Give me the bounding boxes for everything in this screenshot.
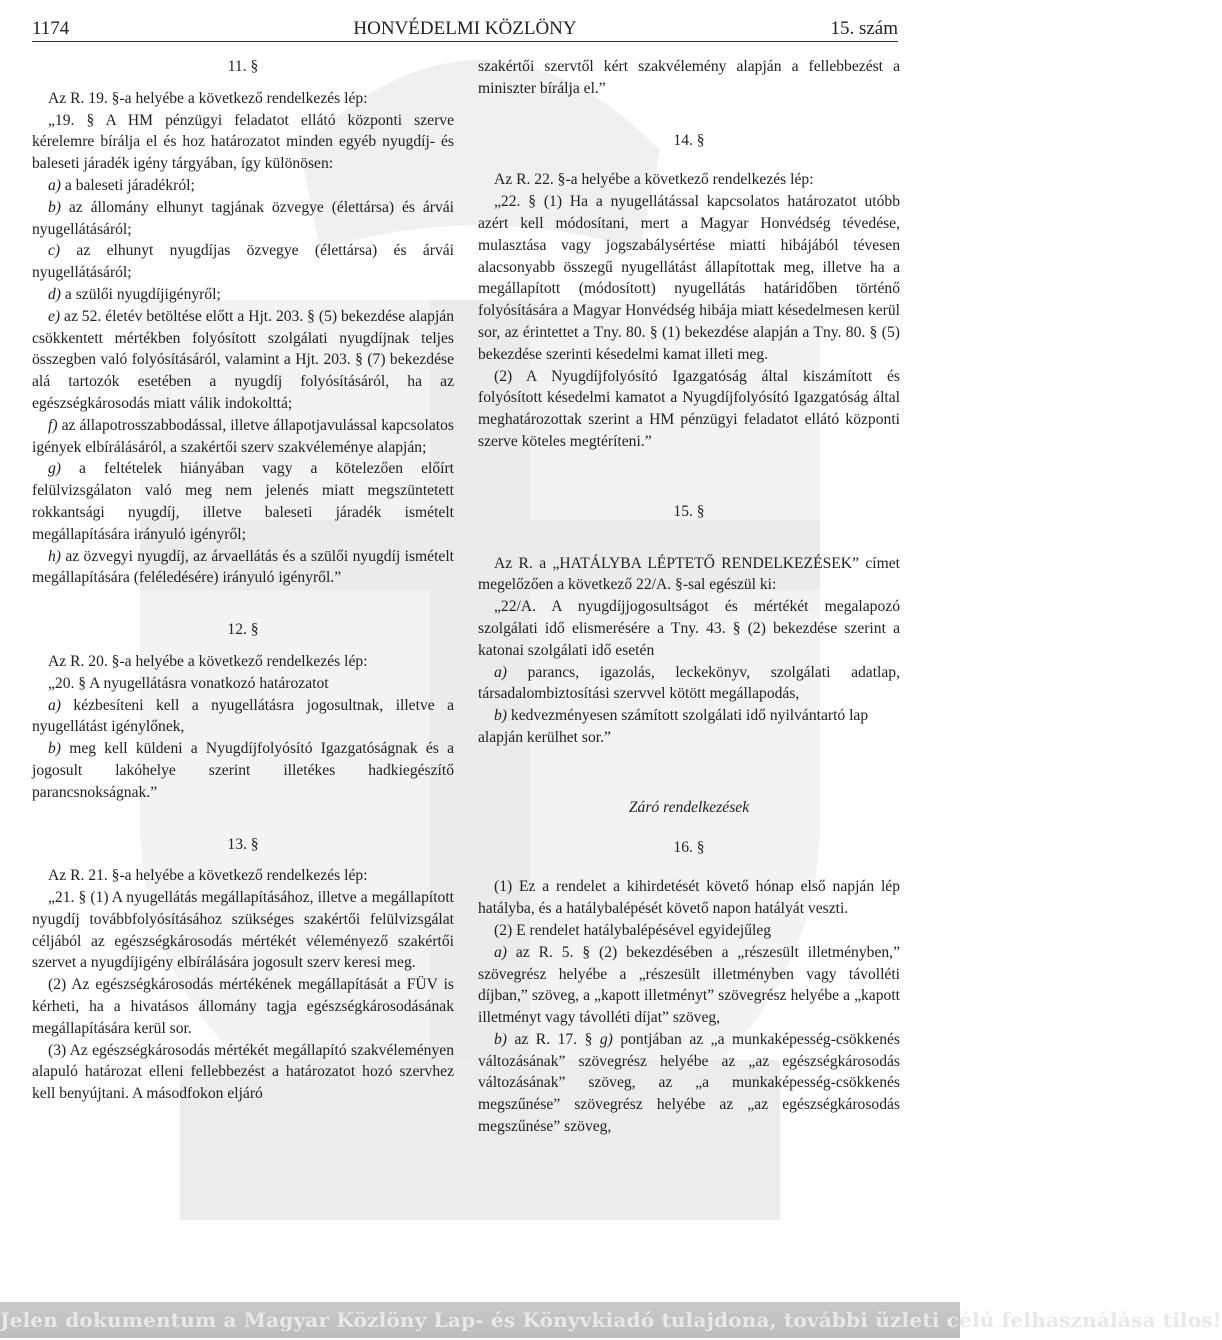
section-15-title: 15. § [673,502,705,520]
section-11-title: 11. § [227,58,259,75]
section-15-item-a: a) parancs, igazolás, leckekönyv, szolgálati adatlap, társadalombiztosítási szervvel kötött megállapodás, [478,663,900,703]
section-14-title: 14. § [673,131,705,149]
section-12-paragraph: „20. § A nyugellátásra vonatkozó határozatot [48,674,329,692]
section-16-item-a: a) az R. 5. § (2) bekezdésében a „részesült illetményben,” szövegrész helyébe a „részesült illetményben vagy távolléti díjban,” szöveg, a „kapott illetményt” szövegrész helyébe a „kapott illetményt vagy távolléti díjat” szöveg, [478,943,900,1027]
item-g: g) a feltételek hiányában vagy a kötelezően előírt felülvizsgálaton való meg nem jelenés miatt megszüntetett rokkantsági nyugdíj, illetve baleseti járadék ismételt megállapítására irányuló igényről; [32,460,454,543]
page-header [32,14,898,44]
item-b: b) az állomány elhunyt tagjának özvegye (élettársa) és árvái nyugellátásáról; [32,198,454,238]
section-12-intro: Az R. 20. §-a helyébe a következő rendelkezés lép: [48,652,368,670]
copyright-notice-band [0,1302,1222,1338]
section-16-paragraph-2: (2) E rendelet hatálybalépésével egyidejűleg [494,921,772,939]
right-column [478,56,900,1138]
page-number: 1174 [32,18,70,39]
left-column [32,56,454,1105]
continued-paragraph: szakértői szervtől kért szakvélemény alapján a fellebbezést a miniszter bírálja el.” [478,58,900,97]
section-12-title: 12. § [227,621,259,639]
section-11-paragraph: „19. § A HM pénzügyi feladatot ellátó központi szerve kérelemre bírálja el és hoz határozatot minden egyéb nyugdíj- és baleseti járadék igény tárgyában, így különösen: [32,111,454,173]
section-15-intro: Az R. a „HATÁLYBA LÉPTETŐ RENDELKEZÉSEK” címet megelőzően a következő 22/A. §-sal egészül ki: [478,554,900,594]
item-e: e) az 52. életév betöltése előtt a Hjt. 203. § (5) bekezdése alapján csökkentett mértékben folyósított szolgálati nyugdíjnak teljes összegben való folyósításáról, valamint a Hjt. 203. § (7) bekezdése alá tartozók esetében a nyugdíj folyósításáról, ha az egészségkárosodás miatt válik indokolttá; [32,307,454,412]
section-11-intro: Az R. 19. §-a helyébe a következő rendelkezés lép: [48,89,368,107]
section-12-item-b: b) meg kell küldeni a Nyugdíjfolyósító Igazgatóságnak és a jogosult lakóhelye szerint illetékes hadkiegészítő parancsnokságnak.” [32,740,454,801]
section-14-intro: Az R. 22. §-a helyébe a következő rendelkezés lép: [494,171,814,189]
section-12-item-a: a) kézbesíteni kell a nyugellátásra jogosultnak, illetve a nyugellátást igénylőnek, [32,696,454,736]
issue-number: 15. szám [830,18,898,39]
section-13-intro: Az R. 21. §-a helyébe a következő rendelkezés lép: [48,867,368,885]
section-13-paragraph-3: (3) Az egészségkárosodás mértékét megállapító szakvéleményen alapuló határozat elleni fellebbezést a határozatot hozó szervhez kell benyújtani. A másodfokon eljáró [32,1041,454,1103]
section-15-item-b: b) kedvezményesen számított szolgálati idő nyilvántartó lap [494,707,869,725]
section-13-title: 13. § [227,835,259,853]
copyright-notice: Jelen dokumentum a Magyar Közlöny Lap- és Könyvkiadó tulajdona, további üzleti célú felhasználása tilos! [0,1308,1222,1332]
closing-provisions-heading: Záró rendelkezések [628,798,750,816]
item-d: d) a szülői nyugdíjigényről; [48,285,221,303]
item-f: f) az állapotrosszabbodással, illetve állapotjavulással kapcsolatos igények elbírálásáról, a szakértői szerv szakvéleménye alapján; [32,416,454,456]
section-16-title: 16. § [673,838,705,856]
item-a: a) a baleseti járadékról; [48,176,195,194]
section-16-item-b: b) az R. 17. § g) pontjában az „a munkaképesség-csökkenés változásának” szövegrész helyébe az „az egészségkárosodás változásának” szöveg, az „a munkaképesség-csökkenés megszűnése” szövegrész helyébe az „az egészségkárosodás megszűnése” szöveg, [478,1030,900,1136]
item-h: h) az özvegyi nyugdíj, az árvaellátás és a szülői nyugdíj ismételt megállapítására (feléledésére) irányuló igényről.” [32,547,454,587]
section-15-closing: alapján kerülhet sor.” [478,728,611,746]
section-13-paragraph-1: „21. § (1) A nyugellátás megállapításához, illetve a megállapított nyugdíj továbbfolyósításához szükséges szakértői felülvizsgálat céljából az egészségkárosodás mértékét véleményező szakértői szervet a nyugdíjigény elbírálására jogosult szerv keresi meg. [32,889,454,972]
section-14-paragraph-2: (2) A Nyugdíjfolyósító Igazgatóság által kiszámított és folyósított késedelmi kamatot a Nyugdíjfolyósító Igazgatóság által meghatározottak szerint a HM pénzügyi feladatot ellátó központi szerve köteles megtéríteni.” [478,367,900,450]
section-16-paragraph-1: (1) Ez a rendelet a kihirdetését követő hónap első napján lép hatályba, és a hatálybalépését követő napon hatályát veszti. [478,878,900,918]
section-15-paragraph: „22/A. A nyugdíjjogosultságot és mértékét megalapozó szolgálati idő elismerésére a Tny. 43. § (2) bekezdése szerint a katonai szolgálati idő esetén [478,598,900,659]
section-14-paragraph-1: „22. § (1) Ha a nyugellátással kapcsolatos határozatot utóbb azért kell módosítani, mert a Magyar Honvédség tévedése, mulasztása vagy jogszabálysértése miatti hibájából tévesen alacsonyabb összegű nyugellátást állapítottak meg, illetve ha a megállapított (módosított) nyugellátás határidőben történő folyósítására a Magyar Honvédség hibája miatt késedelmesen kerül sor, az érintettet a Tny. 80. § (1) bekezdése alapján a Tny. 80. § (5) bekezdése szerinti késedelmi kamat illeti meg. [478,193,900,363]
item-c: c) az elhunyt nyugdíjas özvegye (élettársa) és árvái nyugellátásáról; [32,242,454,282]
header-divider [32,41,898,42]
section-13-paragraph-2: (2) Az egészségkárosodás mértékének megállapítását a FÜV is kérheti, ha a hivatásos állomány tagja egészségkárosodásának megállapítására kerül sor. [32,976,454,1037]
journal-title: HONVÉDELMI KÖZLÖNY [353,18,577,39]
